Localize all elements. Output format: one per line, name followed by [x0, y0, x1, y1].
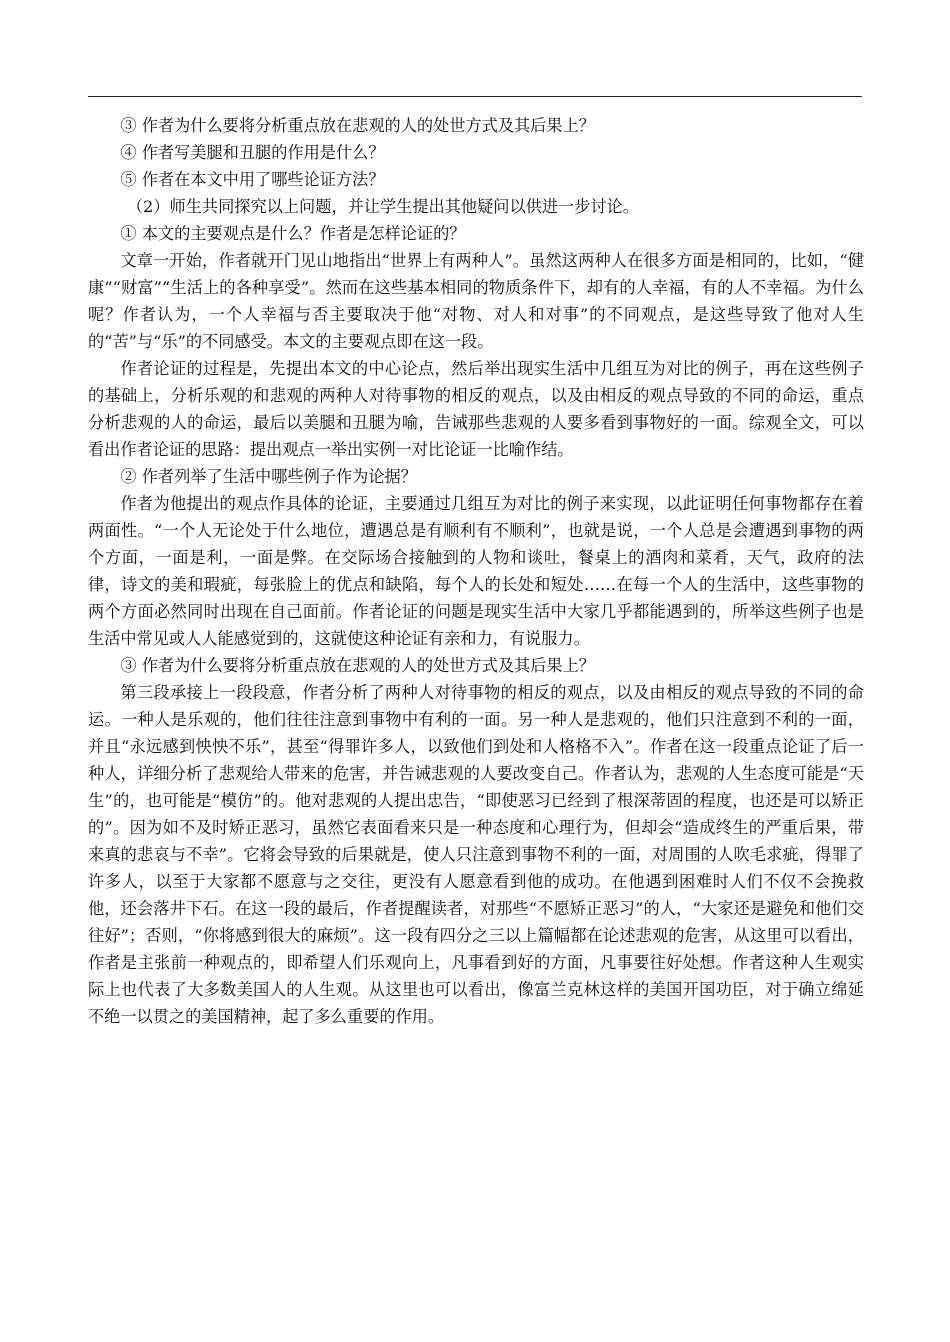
question-3: ③ 作者为什么要将分析重点放在悲观的人的处世方式及其后果上？ [120, 116, 595, 135]
answer-heading-3: ③ 作者为什么要将分析重点放在悲观的人的处世方式及其后果上？ [120, 656, 595, 675]
body-paragraph: 作者论证的过程是，先提出本文的中心论点，然后举出现实生活中几组互为对比的例子，再在这些例子的基础上，分析乐观的和悲观的两种人对待事物的相反的观点，以及由相反的观点导致的不同的命运，重点分析悲观的人的命运，最后以美腿和丑腿为喻，告诫那些悲观的人要多看到事物好的一面。综观全文，可以看出作者论证的思路：提出观点一举出实例一对比论证一比喻作结。 [88, 359, 864, 459]
answer-heading-2: ② 作者列举了生活中哪些例子作为论据？ [120, 467, 417, 486]
body-paragraph: 第三段承接上一段段意，作者分析了两种人对待事物的相反的观点，以及由相反的观点导致的不同的命运。一种人是乐观的，他们往往注意到事物中有利的一面。另一种人是悲观的，他们只注意到不利的一面，并且“永远感到怏怏不乐”，甚至“得罪许多人，以致他们到处和人格格不入”。作者在这一段重点论证了后一种人，详细分析了悲观给人带来的危害，并告诫悲观的人要改变自己。作者认为，悲观的人生态度可能是“天生”的，也可能是“模仿”的。他对悲观的人提出忠告，“即使恶习已经到了根深蒂固的程度，也还是可以矫正的”。因为如不及时矫正恶习，虽然它表面看来只是一种态度和心理行为，但却会“造成终生的严重后果，带来真的悲哀与不幸”。它将会导致的后果就是，使人只注意到事物不利的一面，对周围的人吹毛求疵，得罪了许多人，以至于大家都不愿意与之交往，更没有人愿意看到他的成功。在他遇到困难时人们不仅不会挽救他，还会落井下石。在这一段的最后，作者提醒读者，对那些“不愿矫正恶习”的人，“大家还是避免和他们交往好”；否则，“你将感到很大的麻烦”。这一段有四分之三以上篇幅都在论述悲观的危害，从这里可以看出，作者是主张前一种观点的，即希望人们乐观向上，凡事看到好的方面，凡事要往好处想。作者这种人生观实际上也代表了大多数美国人的人生观。从这里也可以看出，像富兰克林这样的美国开国功臣，对于确立绵延不绝一以贯之的美国精神，起了多么重要的作用。 [88, 683, 864, 1026]
question-4: ④ 作者写美腿和丑腿的作用是什么？ [120, 143, 385, 162]
header-rule [88, 96, 862, 97]
question-5: ⑤ 作者在本文中用了哪些论证方法？ [120, 170, 385, 189]
body-paragraph: 作者为他提出的观点作具体的论证，主要通过几组互为对比的例子来实现，以此证明任何事物都存在着两面性。“一个人无论处于什么地位，遭遇总是有顺利有不顺利”，也就是说，一个人总是会遭遇到事物的两个方面，一面是利，一面是弊。在交际场合接触到的人物和谈吐，餐桌上的酒肉和菜肴，天气，政府的法律，诗文的美和瑕疵，每张脸上的优点和缺陷，每个人的长处和短处……在每一个人的生活中，这些事物的两个方面必然同时出现在自己面前。作者论证的问题是现实生活中大家几乎都能遇到的，所举这些例子也是生活中常见或人人能感觉到的，这就使这种论证有亲和力，有说服力。 [88, 494, 864, 648]
body-paragraph: 文章一开始，作者就开门见山地指出“世界上有两种人”。虽然这两种人在很多方面是相同的，比如，“健康”“财富”“生活上的各种享受”。然而在这些基本相同的物质条件下，却有的人幸福，有的人不幸福。为什么呢？作者认为，一个人幸福与否主要取决于他“对物、对人和对事”的不同观点，是这些导致了他对人生的“苦”与“乐”的不同感受。本文的主要观点即在这一段。 [88, 251, 864, 351]
document-body [88, 112, 864, 1030]
answer-heading-1: ① 本文的主要观点是什么？作者是怎样论证的？ [120, 224, 466, 243]
discussion-step: （2）师生共同探究以上问题，并让学生提出其他疑问以供进一步讨论。 [126, 197, 639, 216]
